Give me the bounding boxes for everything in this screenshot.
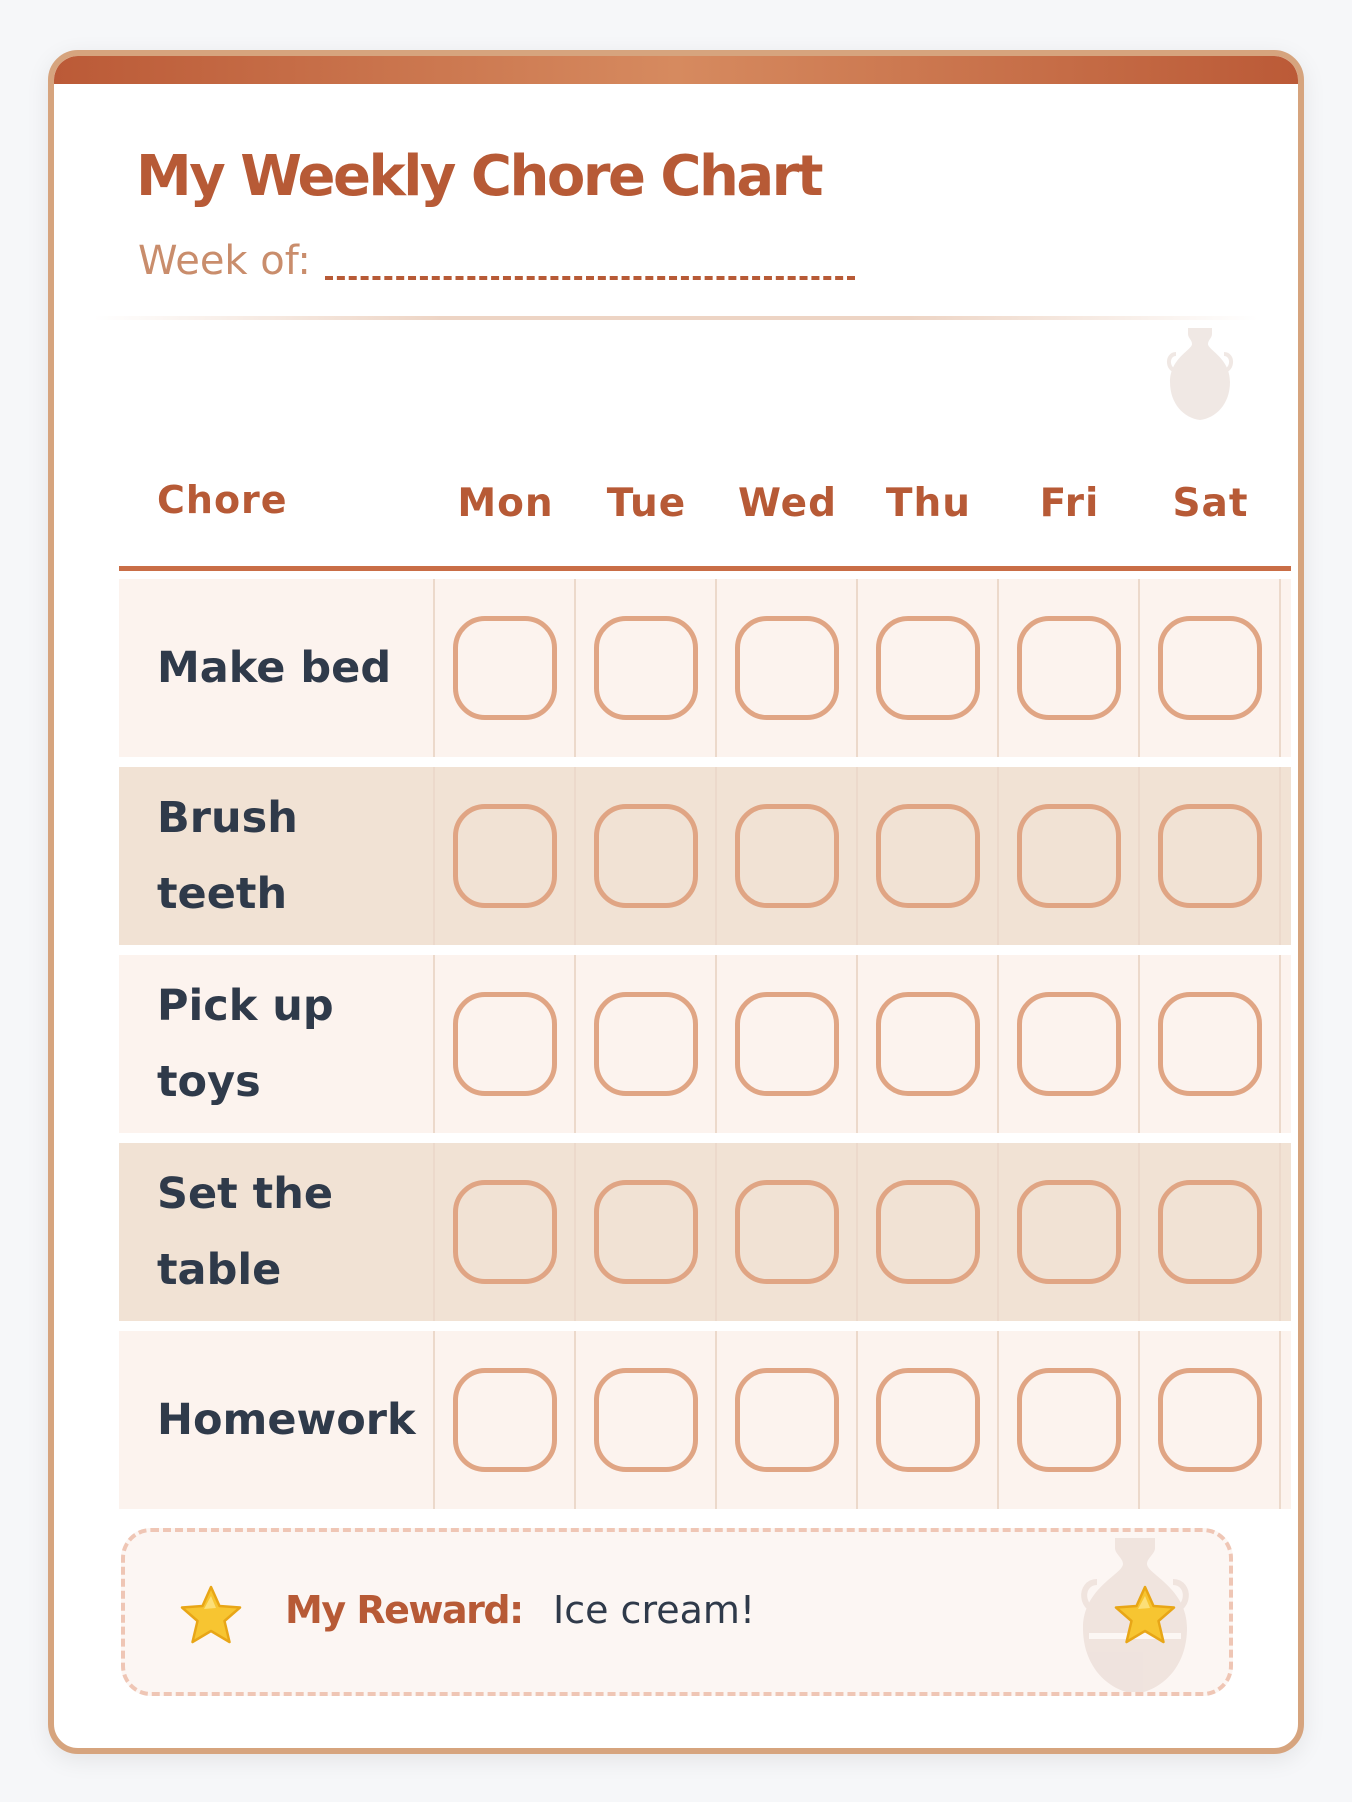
checkbox-brush-teeth-fri[interactable] <box>1017 804 1121 908</box>
column-header-thu: Thu <box>885 481 972 526</box>
day-cell <box>717 955 858 1133</box>
header-divider <box>94 316 1258 320</box>
week-of-blank-line[interactable] <box>325 276 855 280</box>
day-cell <box>717 1143 858 1321</box>
day-cell <box>576 1143 717 1321</box>
day-cell <box>435 1143 576 1321</box>
checkbox-set-the-table-mon[interactable] <box>453 1180 557 1284</box>
checkbox-make-bed-mon[interactable] <box>453 616 557 720</box>
checkbox-set-the-table-tue[interactable] <box>594 1180 698 1284</box>
checkbox-brush-teeth-thu[interactable] <box>876 804 980 908</box>
column-header-wed: Wed <box>738 481 837 526</box>
checkbox-make-bed-thu[interactable] <box>876 616 980 720</box>
column-header-fri: Fri <box>1039 481 1100 526</box>
column-header-chore: Chore <box>157 478 288 522</box>
star-icon <box>177 1584 245 1646</box>
top-accent-band <box>54 56 1298 84</box>
day-cell <box>858 767 999 945</box>
day-cell <box>999 579 1140 757</box>
day-cell <box>435 955 576 1133</box>
checkbox-set-the-table-thu[interactable] <box>876 1180 980 1284</box>
chore-name: Homework <box>119 1331 435 1509</box>
checkbox-homework-sat[interactable] <box>1158 1368 1262 1472</box>
day-cell <box>999 1143 1140 1321</box>
chore-name: Set the table <box>119 1143 435 1321</box>
day-cell <box>717 1331 858 1509</box>
table-header-row <box>119 426 1291 571</box>
day-cell <box>1140 767 1281 945</box>
checkbox-pick-up-toys-wed[interactable] <box>735 992 839 1096</box>
checkbox-set-the-table-wed[interactable] <box>735 1180 839 1284</box>
checkbox-homework-wed[interactable] <box>735 1368 839 1472</box>
checkbox-pick-up-toys-thu[interactable] <box>876 992 980 1096</box>
chore-table <box>119 426 1291 1519</box>
chore-name: Make bed <box>119 579 435 757</box>
day-cell <box>999 955 1140 1133</box>
checkbox-homework-fri[interactable] <box>1017 1368 1121 1472</box>
chore-name: Pick up toys <box>119 955 435 1133</box>
checkbox-make-bed-wed[interactable] <box>735 616 839 720</box>
star-icon <box>1111 1584 1179 1646</box>
reward-box <box>121 1528 1233 1696</box>
checkbox-pick-up-toys-sat[interactable] <box>1158 992 1262 1096</box>
checkbox-make-bed-sat[interactable] <box>1158 616 1262 720</box>
table-row <box>119 767 1291 945</box>
checkbox-make-bed-fri[interactable] <box>1017 616 1121 720</box>
checkbox-brush-teeth-tue[interactable] <box>594 804 698 908</box>
reward-value[interactable]: Ice cream! <box>553 1588 756 1632</box>
page-title: My Weekly Chore Chart <box>136 144 822 209</box>
day-cell <box>576 579 717 757</box>
day-cell <box>576 955 717 1133</box>
day-cell <box>717 579 858 757</box>
column-header-mon: Mon <box>457 481 554 526</box>
day-cell <box>999 1331 1140 1509</box>
column-header-sat: Sat <box>1172 481 1249 526</box>
day-cell <box>576 1331 717 1509</box>
table-row <box>119 579 1291 757</box>
day-cell <box>717 767 858 945</box>
day-cell <box>1140 1143 1281 1321</box>
checkbox-pick-up-toys-tue[interactable] <box>594 992 698 1096</box>
week-of-label: Week of: <box>138 238 311 284</box>
checkbox-brush-teeth-mon[interactable] <box>453 804 557 908</box>
day-cell <box>435 579 576 757</box>
day-cell <box>435 767 576 945</box>
week-of-field <box>138 238 855 284</box>
day-cell <box>1140 579 1281 757</box>
table-row <box>119 1331 1291 1509</box>
vase-icon <box>1162 324 1238 424</box>
checkbox-homework-thu[interactable] <box>876 1368 980 1472</box>
checkbox-set-the-table-fri[interactable] <box>1017 1180 1121 1284</box>
checkbox-brush-teeth-sat[interactable] <box>1158 804 1262 908</box>
checkbox-pick-up-toys-mon[interactable] <box>453 992 557 1096</box>
day-cell <box>1140 955 1281 1133</box>
day-cell <box>576 767 717 945</box>
column-header-tue: Tue <box>606 481 687 526</box>
checkbox-make-bed-tue[interactable] <box>594 616 698 720</box>
day-cell <box>858 955 999 1133</box>
day-cell <box>435 1331 576 1509</box>
checkbox-homework-tue[interactable] <box>594 1368 698 1472</box>
reward-label: My Reward: <box>285 1588 523 1632</box>
day-cell <box>858 1331 999 1509</box>
checkbox-homework-mon[interactable] <box>453 1368 557 1472</box>
checkbox-set-the-table-sat[interactable] <box>1158 1180 1262 1284</box>
day-cell <box>858 579 999 757</box>
checkbox-brush-teeth-wed[interactable] <box>735 804 839 908</box>
table-row <box>119 1143 1291 1321</box>
chore-chart-card <box>48 50 1304 1754</box>
day-cell <box>999 767 1140 945</box>
day-cell <box>1140 1331 1281 1509</box>
checkbox-pick-up-toys-fri[interactable] <box>1017 992 1121 1096</box>
table-row <box>119 955 1291 1133</box>
table-body <box>119 579 1291 1509</box>
chore-name: Brush teeth <box>119 767 435 945</box>
day-cell <box>858 1143 999 1321</box>
